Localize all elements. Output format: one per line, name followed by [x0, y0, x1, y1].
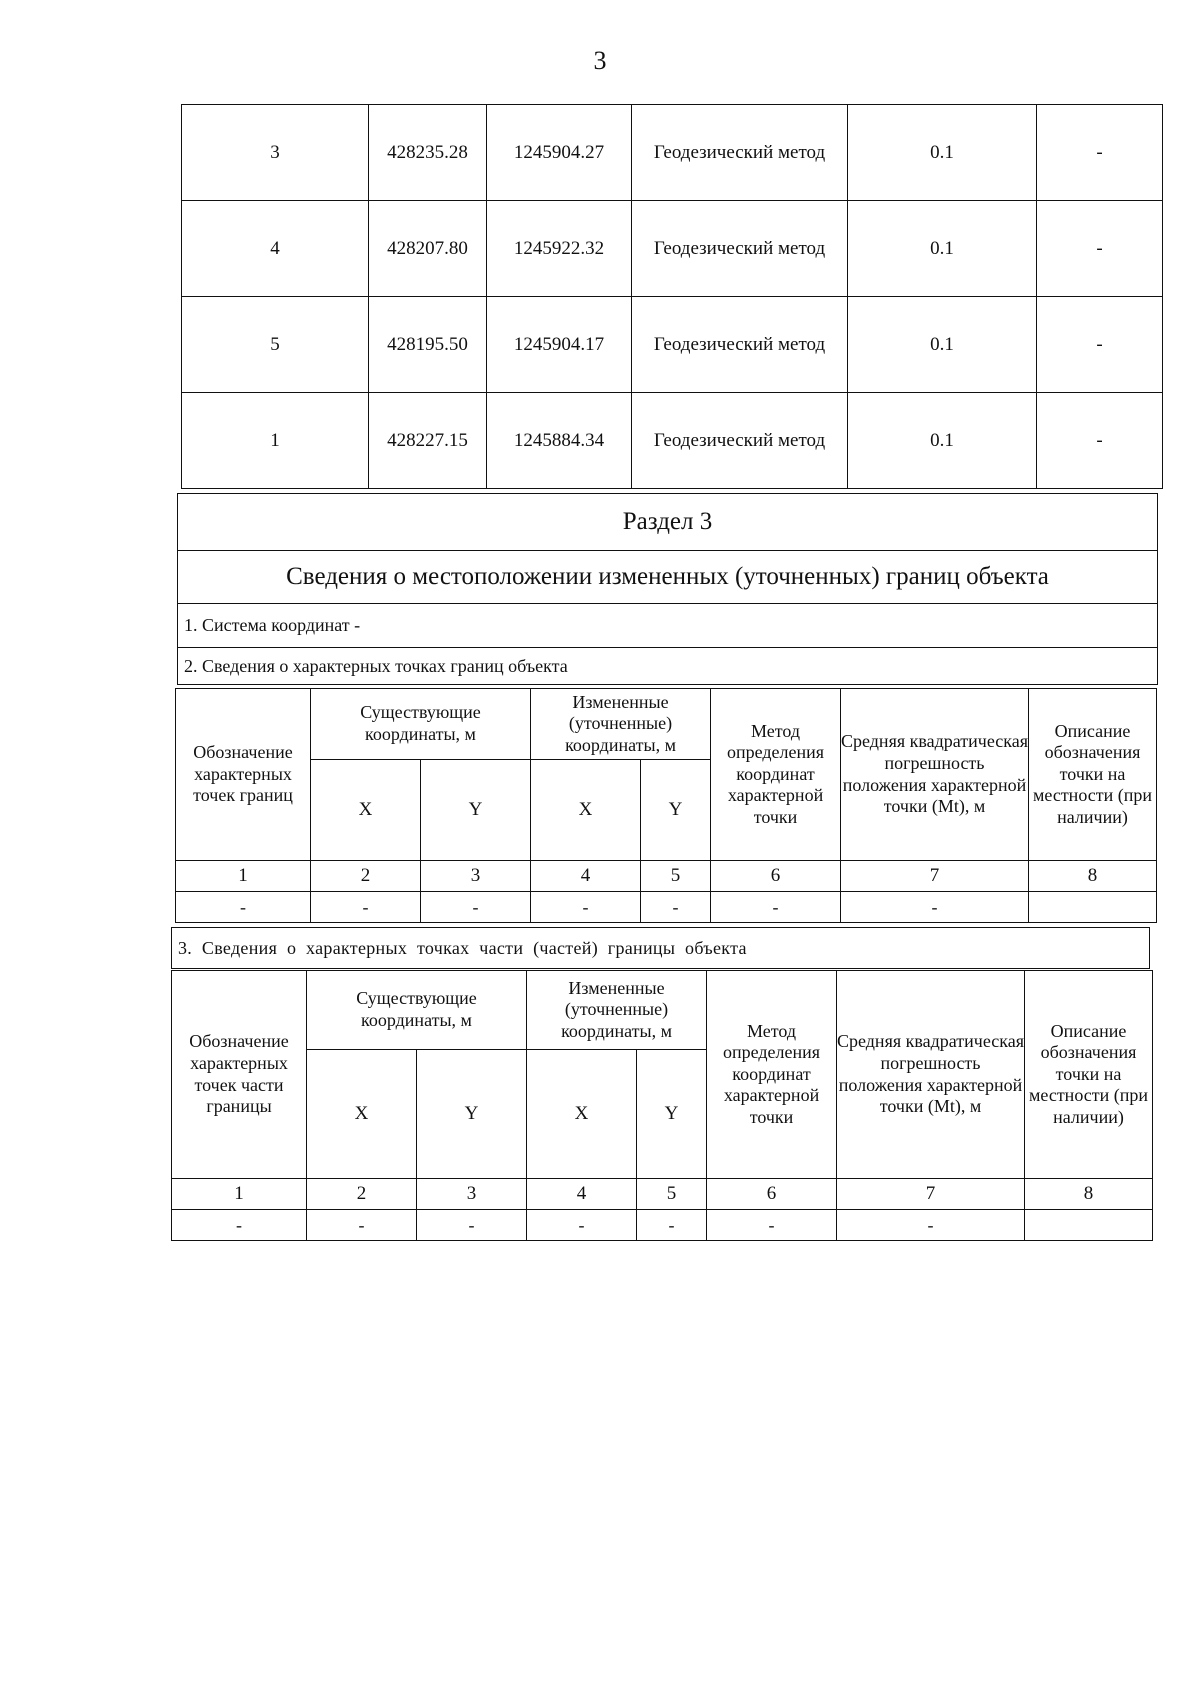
cell-point: 4 [182, 201, 369, 297]
empty-cell-3: - [421, 892, 531, 923]
empty-cell-5: - [641, 892, 711, 923]
header-designation: Обозначение характерных точек границ [176, 689, 311, 861]
column-number-4: 4 [531, 861, 641, 892]
table-row [182, 393, 1163, 489]
column-number-7: 7 [841, 861, 1029, 892]
page-number: 3 [593, 46, 607, 75]
cell-point: 1 [182, 393, 369, 489]
cell-method: Геодезический метод [632, 105, 848, 201]
empty-cell-4: - [527, 1210, 637, 1241]
cell-accuracy: 0.1 [848, 201, 1037, 297]
empty-cell-1: - [176, 892, 311, 923]
empty-cell-5: - [637, 1210, 707, 1241]
points-heading: 2. Сведения о характерных точках границ объекта [178, 648, 1158, 685]
table-row [182, 105, 1163, 201]
column-number-8: 8 [1029, 861, 1157, 892]
cell-description: - [1037, 297, 1163, 393]
cell-accuracy: 0.1 [848, 393, 1037, 489]
boundary-points-table [175, 688, 1157, 923]
table-row [182, 297, 1163, 393]
empty-cell-4: - [531, 892, 641, 923]
section-title: Раздел 3 [178, 494, 1158, 551]
column-number-row [176, 861, 1157, 892]
header-accuracy: Средняя квадратическая погрешность положения характерной точки (Mt), м [837, 971, 1025, 1179]
column-number-7: 7 [837, 1179, 1025, 1210]
empty-data-row [176, 892, 1157, 923]
table-row [182, 201, 1163, 297]
header-x-changed: X [531, 760, 641, 861]
cell-method: Геодезический метод [632, 393, 848, 489]
empty-cell-7: - [837, 1210, 1025, 1241]
column-number-2: 2 [311, 861, 421, 892]
empty-cell-1: - [172, 1210, 307, 1241]
empty-cell-6: - [711, 892, 841, 923]
part-points-heading: 3. Сведения о характерных точках части (частей) границы объекта [171, 927, 1150, 969]
empty-cell-7: - [841, 892, 1029, 923]
section-header [177, 493, 1158, 685]
coordinate-system-line: 1. Система координат - [178, 604, 1158, 648]
column-number-6: 6 [707, 1179, 837, 1210]
empty-cell-2: - [311, 892, 421, 923]
cell-accuracy: 0.1 [848, 297, 1037, 393]
column-number-5: 5 [641, 861, 711, 892]
header-x-existing: X [307, 1050, 417, 1179]
cell-point: 5 [182, 297, 369, 393]
empty-cell-3: - [417, 1210, 527, 1241]
cell-point: 3 [182, 105, 369, 201]
section-subtitle: Сведения о местоположении измененных (уточненных) границ объекта [178, 551, 1158, 604]
column-number-3: 3 [417, 1179, 527, 1210]
cell-method: Геодезический метод [632, 201, 848, 297]
header-y-existing: Y [417, 1050, 527, 1179]
header-changed-coordinates: Измененные (уточненные) координаты, м [531, 689, 711, 760]
header-description: Описание обозначения точки на местности (при наличии) [1025, 971, 1153, 1179]
header-method: Метод определения координат характерной точки [711, 689, 841, 861]
empty-cell-8 [1025, 1210, 1153, 1241]
cell-accuracy: 0.1 [848, 105, 1037, 201]
header-x-changed: X [527, 1050, 637, 1179]
empty-cell-8 [1029, 892, 1157, 923]
coordinates-table [181, 104, 1163, 489]
cell-y: 1245904.27 [487, 105, 632, 201]
cell-method: Геодезический метод [632, 297, 848, 393]
column-number-2: 2 [307, 1179, 417, 1210]
column-number-1: 1 [172, 1179, 307, 1210]
part-boundary-points-table [171, 970, 1153, 1241]
column-number-row [172, 1179, 1153, 1210]
cell-y: 1245884.34 [487, 393, 632, 489]
cell-x: 428207.80 [369, 201, 487, 297]
column-number-6: 6 [711, 861, 841, 892]
header-existing-coordinates: Существующие координаты, м [307, 971, 527, 1050]
column-number-1: 1 [176, 861, 311, 892]
cell-description: - [1037, 201, 1163, 297]
header-accuracy: Средняя квадратическая погрешность положения характерной точки (Mt), м [841, 689, 1029, 861]
header-x-existing: X [311, 760, 421, 861]
header-method: Метод определения координат характерной точки [707, 971, 837, 1179]
header-changed-coordinates: Измененные (уточненные) координаты, м [527, 971, 707, 1050]
header-y-changed: Y [637, 1050, 707, 1179]
empty-cell-6: - [707, 1210, 837, 1241]
column-number-4: 4 [527, 1179, 637, 1210]
empty-cell-2: - [307, 1210, 417, 1241]
header-existing-coordinates: Существующие координаты, м [311, 689, 531, 760]
column-number-5: 5 [637, 1179, 707, 1210]
empty-data-row [172, 1210, 1153, 1241]
cell-x: 428235.28 [369, 105, 487, 201]
header-y-changed: Y [641, 760, 711, 861]
cell-y: 1245904.17 [487, 297, 632, 393]
cell-description: - [1037, 105, 1163, 201]
cell-description: - [1037, 393, 1163, 489]
column-number-3: 3 [421, 861, 531, 892]
header-description: Описание обозначения точки на местности (при наличии) [1029, 689, 1157, 861]
header-designation: Обозначение характерных точек части границы [172, 971, 307, 1179]
header-y-existing: Y [421, 760, 531, 861]
cell-y: 1245922.32 [487, 201, 632, 297]
cell-x: 428195.50 [369, 297, 487, 393]
cell-x: 428227.15 [369, 393, 487, 489]
column-number-8: 8 [1025, 1179, 1153, 1210]
